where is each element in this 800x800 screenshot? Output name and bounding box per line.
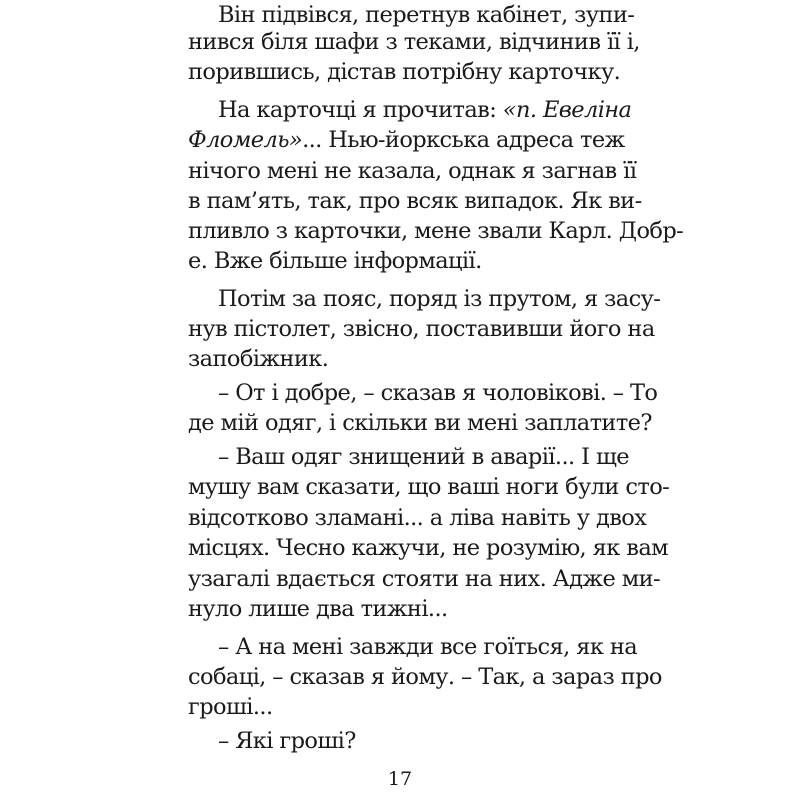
text-line: порившись, дістав потрібну карточку. xyxy=(188,59,621,85)
text-line: – А на мені завжди все гоїться, як на xyxy=(218,634,638,660)
text-line: – Які гроші? xyxy=(218,728,356,754)
text-line: – Ваш одяг знищений в аварії... І ще xyxy=(218,444,629,470)
text-line: відсотково зламані... а ліва навіть у двох xyxy=(188,505,647,531)
text-line: Фломель»... Нью-йоркська адреса теж xyxy=(188,127,625,153)
text-line: е. Вже більше інформації. xyxy=(188,248,482,274)
text-line: Потім за пояс, поряд із прутом, я засу- xyxy=(218,286,661,312)
text-line: нуло лише два тижні... xyxy=(188,596,448,622)
text-line: узагалі вдається стояти на них. Адже ми- xyxy=(188,566,661,592)
text-line: собаці, – сказав я йому. – Так, а зараз про xyxy=(188,664,662,690)
text-line: в пам’ять, так, про всяк випадок. Як ви- xyxy=(188,188,642,214)
text-line xyxy=(188,95,632,125)
text-line: нічого мені не казала, однак я загнав її xyxy=(188,158,637,184)
text-line: нув пістолет, звісно, поставивши його на xyxy=(188,316,655,342)
text-line: нився біля шафи з теками, відчинив її і, xyxy=(188,29,640,55)
page-number: 17 xyxy=(387,768,413,790)
text-line: де мій одяг, і скільки ви мені заплатите? xyxy=(188,410,652,436)
text-line: мушу вам сказати, що ваші ноги були сто- xyxy=(188,474,670,500)
text-line: пливло з карточки, мене звали Карл. Добр- xyxy=(188,218,684,244)
text-line: запобіжник. xyxy=(188,346,329,372)
text-line: – От і добре, – сказав я чоловікові. – То xyxy=(218,380,658,406)
text-line: гроші... xyxy=(188,694,273,720)
text-line: місцях. Чесно кажучи, не розумію, як вам xyxy=(188,535,669,561)
text-line: Він підвівся, перетнув кабінет, зупи- xyxy=(218,2,635,28)
text-segment: На карточці я прочитав: «п. Евеліна xyxy=(218,97,632,123)
